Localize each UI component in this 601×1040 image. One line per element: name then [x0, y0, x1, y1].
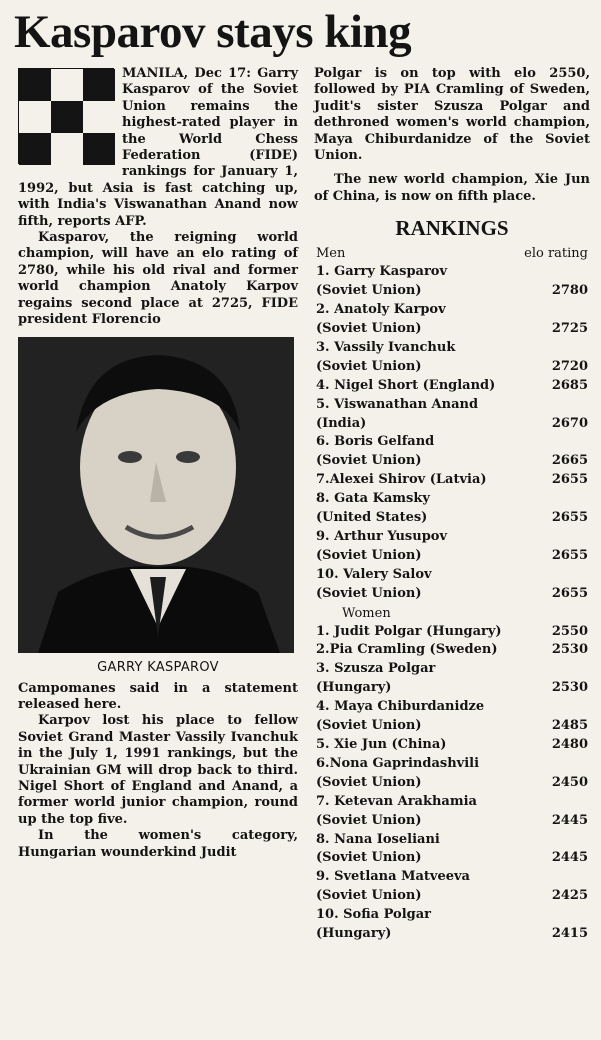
player-rating: 2655 [551, 510, 588, 526]
men-label: Men [316, 246, 346, 262]
player-rating: 2530 [551, 680, 588, 696]
player-country: (Soviet Union) [316, 547, 422, 563]
player-rating: 2685 [551, 377, 588, 393]
ranking-entry-name [314, 433, 590, 452]
player-rating: 2485 [551, 718, 588, 734]
rankings-title: RANKINGS [395, 216, 509, 241]
player-rating: 2665 [551, 453, 588, 469]
player-rating: 2425 [551, 888, 588, 904]
ranking-entry-country [314, 887, 590, 906]
article-paragraph-3: Campomanes said in a statement released here. [18, 680, 298, 712]
player-rating: 2780 [551, 283, 588, 299]
player-name: 3. Szusza Polgar [316, 661, 436, 677]
ranking-entry-country [314, 717, 590, 736]
elo-label: elo rating [524, 246, 588, 262]
player-name: 1. Garry Kasparov [316, 264, 448, 280]
ranking-entry-country [314, 320, 590, 339]
player-name: 6. Boris Gelfand [316, 434, 435, 450]
women-rankings-list [314, 623, 590, 944]
player-name: 10. Valery Salov [316, 566, 432, 582]
left-column [18, 66, 298, 861]
ranking-entry [314, 736, 590, 755]
ranking-entry-name [314, 566, 590, 585]
article-paragraph-6: Polgar is on top with elo 2550, followed by PIA Cramling of Sweden, Judit's sister Szusza Polgar and dethroned women's world champion, Maya Chiburdanidze of the Soviet Union. [314, 66, 590, 164]
article-paragraph-2: Kasparov, the reigning world champion, will have an elo rating of 2780, while his old rival and former world champion Anatoly Karpov regains second place at 2725, FIDE president Florencio [18, 230, 298, 328]
ranking-entry-name [314, 301, 590, 320]
men-rankings-list [314, 263, 590, 603]
ranking-entry-name [314, 396, 590, 415]
player-country: (Soviet Union) [316, 888, 422, 904]
player-rating: 2450 [551, 774, 588, 790]
player-name: 8. Gata Kamsky [316, 491, 430, 507]
ranking-entry [314, 377, 590, 396]
player-name: 4. Maya Chiburdanidze [316, 699, 485, 715]
ranking-entry-country [314, 679, 590, 698]
article-paragraph-4: Karpov lost his place to fellow Soviet Grand Master Vassily Ivanchuk in the July 1, 1991 rankings, but the Ukrainian GM will drop back to third. Nigel Short of England and Anand, a former world junior champion, round up the top five. [18, 713, 298, 827]
headline: Kasparov stays king [14, 6, 412, 58]
ranking-entry [314, 471, 590, 490]
player-name: 3. Vassily Ivanchuk [316, 339, 456, 355]
ranking-entry-name [314, 490, 590, 509]
ranking-entry-name [314, 906, 590, 925]
player-rating: 2480 [551, 737, 588, 752]
player-rating: 2550 [551, 623, 588, 639]
ranking-entry-country [314, 812, 590, 831]
player-rating: 2655 [551, 585, 588, 601]
player-country: (Soviet Union) [316, 320, 422, 336]
right-column [314, 66, 590, 944]
ranking-entry [314, 641, 590, 660]
player-name: 2. Anatoly Karpov [316, 302, 446, 318]
player-country: (United States) [316, 510, 428, 526]
ranking-entry-country [314, 415, 590, 434]
ranking-entry-country [314, 452, 590, 471]
women-label: Women [342, 605, 391, 621]
ranking-entry-name [314, 831, 590, 850]
ranking-entry-name [314, 868, 590, 887]
player-rating: 2445 [551, 812, 588, 828]
player-rating: 2415 [551, 926, 588, 942]
ranking-entry-country [314, 849, 590, 868]
player-rating: 2670 [551, 415, 588, 431]
player-country: (India) [316, 415, 367, 431]
player-country: (Soviet Union) [316, 283, 422, 299]
player-name: 10. Sofia Polgar [316, 907, 432, 923]
player-name: 4. Nigel Short (England) [316, 377, 496, 393]
player-name: 2.Pia Cramling (Sweden) [316, 642, 498, 658]
ranking-entry-country [314, 925, 590, 944]
player-rating: 2725 [551, 320, 588, 336]
article-paragraph-5: In the women's category, Hungarian wounderkind Judit [18, 828, 298, 860]
kasparov-photo [18, 337, 294, 653]
player-name: 1. Judit Polgar (Hungary) [316, 623, 502, 639]
player-name: 7. Ketevan Arakhamia [316, 793, 477, 809]
player-country: (Soviet Union) [316, 718, 422, 734]
article-paragraph-7: The new world champion, Xie Jun of China, is now on fifth place. [314, 172, 590, 204]
ranking-entry [314, 623, 590, 642]
player-rating: 2720 [551, 358, 588, 374]
player-rating: 2655 [551, 472, 588, 488]
ranking-entry-country [314, 547, 590, 566]
ranking-entry-name [314, 755, 590, 774]
ranking-entry-name [314, 263, 590, 282]
article-paragraph-1: MANILA, Dec 17: Garry Kasparov of the Soviet Union remains the highest-rated player in the World Chess Federation (FIDE) rankings for January 1, 1992, but Asia is fast catching up, with India's Viswanathan Anand now fifth, reports AFP. [18, 66, 298, 229]
ranking-entry-name [314, 698, 590, 717]
ranking-entry-country [314, 774, 590, 793]
photo-caption: GARRY KASPAROV [97, 659, 219, 675]
ranking-entry-country [314, 585, 590, 604]
ranking-entry-name [314, 339, 590, 358]
ranking-entry-name [314, 660, 590, 679]
ranking-entry-country [314, 358, 590, 377]
player-country: (Soviet Union) [316, 453, 422, 469]
player-name: 9. Arthur Yusupov [316, 528, 448, 544]
player-rating: 2530 [551, 642, 588, 658]
player-name: 7.Alexei Shirov (Latvia) [316, 472, 487, 488]
player-rating: 2445 [551, 850, 588, 866]
player-country: (Soviet Union) [316, 774, 422, 790]
player-country: (Hungary) [316, 926, 392, 942]
chessboard-logo-icon [18, 68, 114, 164]
player-name: 5. Xie Jun (China) [316, 737, 447, 752]
player-name: 8. Nana Ioseliani [316, 831, 440, 847]
ranking-entry-country [314, 282, 590, 301]
rankings-header [314, 245, 590, 263]
ranking-entry-name [314, 793, 590, 812]
player-name: 9. Svetlana Matveeva [316, 869, 470, 885]
player-country: (Soviet Union) [316, 812, 422, 828]
ranking-entry-country [314, 509, 590, 528]
player-name: 5. Viswanathan Anand [316, 396, 479, 412]
player-rating: 2655 [551, 547, 588, 563]
player-country: (Soviet Union) [316, 358, 422, 374]
player-country: (Soviet Union) [316, 585, 422, 601]
player-country: (Soviet Union) [316, 850, 422, 866]
player-country: (Hungary) [316, 680, 392, 696]
ranking-entry-name [314, 528, 590, 547]
player-name: 6.Nona Gaprindashvili [316, 755, 480, 771]
